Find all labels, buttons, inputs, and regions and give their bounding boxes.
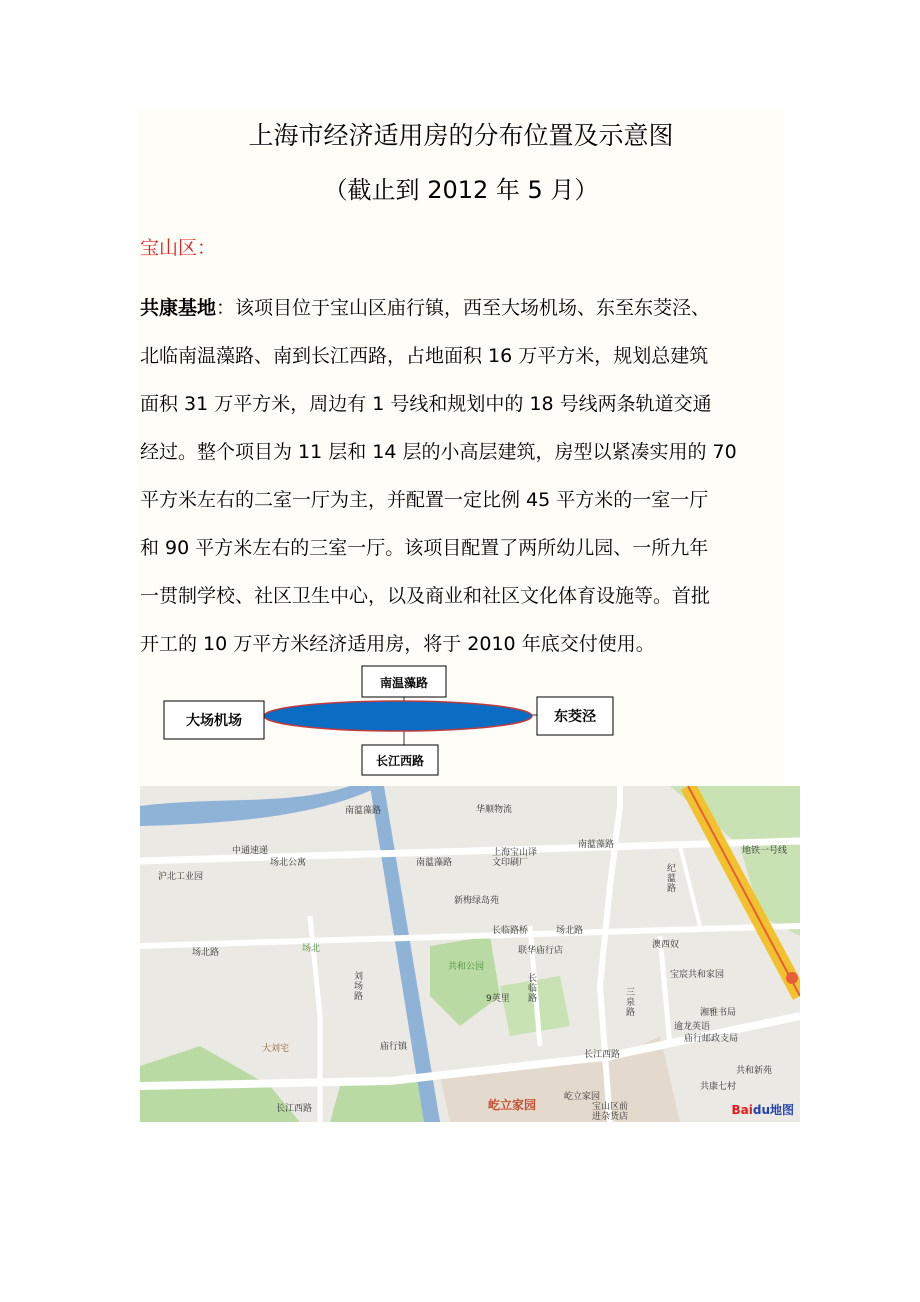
- map-label: 南蕰藻路: [416, 858, 453, 868]
- map-label: 地铁一号线: [742, 846, 788, 856]
- map-label: 长临路桥: [492, 926, 529, 936]
- map-poi: 9英里: [486, 994, 510, 1004]
- map-poi: 共和公园: [448, 962, 485, 972]
- map-label: 南蕰藻路: [345, 806, 382, 816]
- map-poi: 沪北工业园: [158, 872, 204, 882]
- paragraph-line: 一贯制学校、社区卫生中心，以及商业和社区文化体育设施等。首批: [140, 585, 711, 607]
- paragraph-line: 北临南温藻路、南到长江西路，占地面积 16 万平方米，规划总建筑: [140, 345, 709, 367]
- map-label: 庙行镇: [380, 1042, 408, 1052]
- east-label: 东茭泾: [554, 709, 596, 725]
- map-poi: 屹立家园: [564, 1092, 601, 1102]
- map-poi: 华顺物流: [476, 805, 513, 815]
- area-map[interactable]: [140, 786, 800, 1122]
- map-label: 南蕰藻路: [578, 840, 615, 850]
- map-poi: 宝宸共和家园: [670, 970, 725, 980]
- map-label: 长临路: [528, 974, 538, 1004]
- project-site-ellipse: [264, 701, 532, 731]
- park-area: [430, 936, 500, 1026]
- document-subtitle: （截止到 2012 年 5 月）: [323, 176, 599, 204]
- paragraph-line: 开工的 10 万平方米经济适用房，将于 2010 年底交付使用。: [140, 633, 655, 655]
- map-label: 场北路: [192, 948, 220, 958]
- baidu-map-logo: Baidu地图: [731, 1103, 794, 1117]
- project-name: 共康基地: [140, 297, 217, 319]
- metro-station-icon: [786, 972, 798, 984]
- map-label: 屹立家园: [488, 1098, 537, 1112]
- map-poi: 联华庙行店: [518, 946, 564, 956]
- river: [140, 786, 380, 826]
- map-poi: 上海宝山译: [492, 848, 538, 858]
- map-poi: 进杂货店: [592, 1112, 629, 1122]
- map-poi: 澳西奴: [652, 940, 680, 950]
- map-poi: 新梅绿岛苑: [454, 896, 500, 906]
- map-label: 大刘宅: [262, 1044, 290, 1054]
- map-label: 场北路: [556, 926, 584, 936]
- map-label: 长江西路: [276, 1104, 313, 1114]
- map-poi: 共康七村: [700, 1082, 737, 1092]
- map-canvas: [140, 786, 800, 1122]
- map-label: 场北: [302, 944, 321, 954]
- map-poi: 湘雅书局: [700, 1008, 737, 1018]
- map-poi: 宝山区前: [592, 1102, 629, 1112]
- map-label: 长江西路: [584, 1050, 621, 1060]
- map-label: 纪蕰路: [667, 864, 677, 894]
- west-label: 大场机场: [186, 713, 242, 729]
- canal: [370, 786, 440, 1122]
- map-poi: 文印刷厂: [492, 858, 529, 868]
- map-poi: 庙行邮政支局: [684, 1034, 739, 1044]
- map-label: 三泉路: [626, 988, 636, 1018]
- paragraph-line: 和 90 平方米左右的三室一厅。该项目配置了两所幼儿园、一所九年: [140, 537, 709, 559]
- map-poi: 逾龙英语: [674, 1022, 711, 1032]
- paragraph-line: 经过。整个项目为 11 层和 14 层的小高层建筑，房型以紧凑实用的 70: [140, 441, 737, 463]
- north-label: 南温藻路: [379, 676, 429, 690]
- paragraph-line: 面积 31 万平方米，周边有 1 号线和规划中的 18 号线两条轨道交通: [140, 393, 712, 415]
- map-poi: 中通速递: [232, 846, 269, 856]
- road-jiyun: [680, 846, 700, 926]
- paragraph-line: 平方米左右的二室一厅为主，并配置一定比例 45 平方米的一室一厅: [140, 489, 709, 511]
- south-label: 长江西路: [375, 754, 425, 768]
- road-minor: [660, 936, 670, 1046]
- district-heading: 宝山区：: [140, 237, 217, 259]
- map-label: 刘场路: [354, 972, 364, 1002]
- document-title: 上海市经济适用房的分布位置及示意图: [248, 121, 674, 150]
- paragraph-line: 共康基地：该项目位于宝山区庙行镇，西至大场机场、东至东茭泾、: [140, 297, 711, 319]
- map-poi: 场北公寓: [270, 858, 307, 868]
- map-poi: 共和新苑: [736, 1066, 773, 1076]
